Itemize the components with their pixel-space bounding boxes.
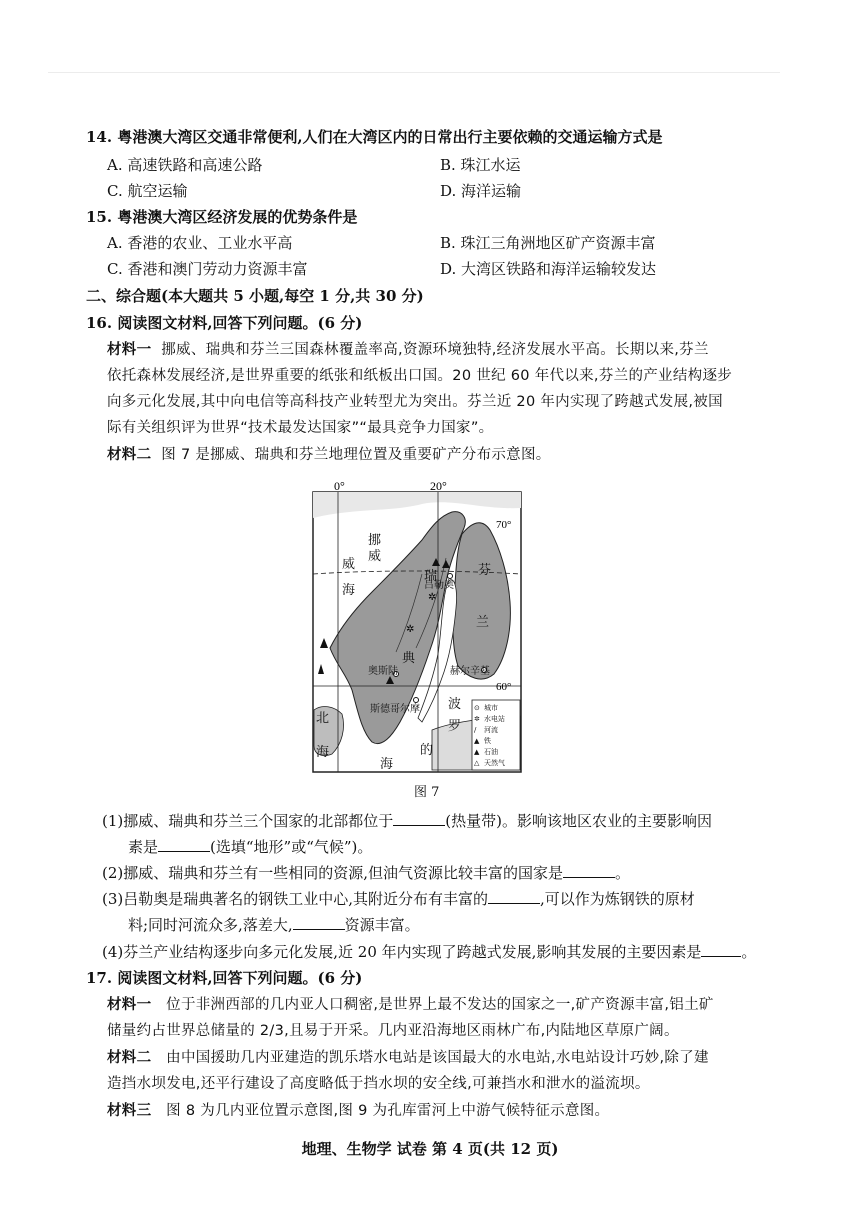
material-label: 材料一 <box>107 997 152 1013</box>
legend-city-icon: ⊙ <box>474 704 480 712</box>
label-helsinki: 赫尔辛基 <box>450 666 490 677</box>
hydro-symbol: ✲ <box>428 592 437 603</box>
label-sweden-2: 典 <box>402 651 416 666</box>
legend-city: 城市 <box>484 704 498 712</box>
q16-sub-1-line-2 <box>128 837 372 857</box>
q14-option-b: B. 珠江水运 <box>440 156 521 174</box>
q16-material-1-line-2: 依托森林发展经济,是世界重要的纸张和纸板出口国。20 世纪 60 年代以来,芬兰的产业结构逐步 <box>107 368 733 384</box>
section-heading: 二、综合题(本大题共 5 小题,每空 1 分,共 30 分) <box>86 287 424 305</box>
label-north-sea-1: 北 <box>316 711 330 726</box>
material-label: 材料一 <box>107 342 152 358</box>
q14-option-d: D. 海洋运输 <box>440 182 522 200</box>
label-norwegian-sea-2: 海 <box>342 583 356 598</box>
label-norway-1: 挪 <box>368 533 382 548</box>
q16-material-1-line-3: 向多元化发展,其中向电信等高科技产业转型尤为突出。芬兰近 20 年内实现了跨越式发展,被国 <box>107 394 723 410</box>
sub-text: (3)吕勒奥是瑞典著名的钢铁工业中心,其附近分布有丰富的 <box>102 890 489 908</box>
label-finland-1: 芬 <box>478 563 492 578</box>
legend-iron-icon: ▲ <box>474 737 480 745</box>
q17-stem: 17. 阅读图文材料,回答下列问题。(6 分) <box>86 969 363 987</box>
q15-option-c: C. 香港和澳门劳动力资源丰富 <box>107 260 308 278</box>
sub-text: 素是 <box>128 838 159 856</box>
q16-sub-1-line-1 <box>102 811 712 831</box>
label-north-sea-2: 海 <box>316 745 330 760</box>
q15-stem: 15. 粤港澳大湾区经济发展的优势条件是 <box>86 208 358 226</box>
lat-label-60: 60° <box>496 681 512 693</box>
lon-label-20: 20° <box>430 479 447 493</box>
answer-blank[interactable] <box>293 915 345 930</box>
q14-option-c: C. 航空运输 <box>107 182 188 200</box>
lat-label-70: 70° <box>496 519 512 531</box>
answer-blank[interactable] <box>393 811 445 826</box>
q17-material-1-line-1 <box>107 995 714 1015</box>
label-finland-2: 兰 <box>476 615 490 630</box>
label-norwegian-sea-1: 威 <box>342 557 356 572</box>
sub-text: (热量带)。影响该地区农业的主要影响因 <box>445 812 712 830</box>
material-text: 由中国援助几内亚建造的凯乐塔水电站是该国最大的水电站,水电站设计巧妙,除了建 <box>166 1050 709 1066</box>
q16-sub-3-line-2 <box>128 915 420 935</box>
sub-text: (1)挪威、瑞典和芬兰三个国家的北部都位于 <box>102 812 394 830</box>
q16-material-1-line-1 <box>107 340 709 360</box>
label-norway-2: 威 <box>368 549 382 564</box>
q16-stem: 16. 阅读图文材料,回答下列问题。(6 分) <box>86 314 363 332</box>
page-footer: 地理、生物学 试卷 第 4 页(共 12 页) <box>301 1140 559 1158</box>
legend-hydro: 水电站 <box>484 715 505 723</box>
label-oslo: 奥斯陆 <box>368 666 398 677</box>
answer-blank[interactable] <box>488 889 540 904</box>
label-lulea: 吕勒奥 <box>424 580 454 591</box>
material-label: 材料二 <box>107 447 152 463</box>
sub-text: ,可以作为炼钢铁的原材 <box>540 890 695 908</box>
q16-material-1-line-4: 际有关组织评为世界“技术最发达国家”“最具竞争力国家”。 <box>107 420 494 436</box>
sub-text: (4)芬兰产业结构逐步向多元化发展,近 20 年内实现了跨越式发展,影响其发展的主要因素是 <box>102 943 702 961</box>
legend-river: 河流 <box>484 726 498 734</box>
q14-stem: 14. 粤港澳大湾区交通非常便利,人们在大湾区内的日常出行主要依赖的交通运输方式是 <box>86 128 663 146</box>
material-label: 材料二 <box>107 1050 152 1066</box>
material-label: 材料三 <box>107 1103 152 1119</box>
label-stockholm: 斯德哥尔摩 <box>370 704 420 715</box>
label-sweden-1: 瑞 <box>424 569 438 584</box>
city-lulea-marker <box>448 574 453 579</box>
legend-iron: 铁 <box>484 737 491 745</box>
sub-text: 。 <box>741 943 757 961</box>
q17-material-3 <box>107 1101 609 1121</box>
city-stockholm-marker <box>414 698 419 703</box>
q16-sub-2 <box>102 863 630 883</box>
answer-blank[interactable] <box>701 942 741 957</box>
figure-7-map <box>312 478 522 774</box>
legend-oil-icon: ▲ <box>474 748 480 756</box>
legend-gas: 天然气 <box>484 759 505 767</box>
answer-blank[interactable] <box>158 837 210 852</box>
q17-material-2-line-1 <box>107 1048 709 1068</box>
sub-text: (2)挪威、瑞典和芬兰有一些相同的资源,但油气资源比较丰富的国家是 <box>102 864 564 882</box>
label-baltic-3: 的 <box>420 743 434 758</box>
sub-text: (选填“地形”或“气候”)。 <box>210 838 373 856</box>
sub-text: 。 <box>615 864 631 882</box>
label-baltic-2: 罗 <box>448 719 462 734</box>
material-text: 位于非洲西部的几内亚人口稠密,是世界上最不发达的国家之一,矿产资源丰富,铝土矿 <box>166 997 714 1013</box>
q15-option-b: B. 珠江三角洲地区矿产资源丰富 <box>440 234 656 252</box>
hydro-symbol: ✲ <box>406 624 415 635</box>
top-rule <box>48 72 780 73</box>
material-text: 图 8 为几内亚位置示意图,图 9 为孔库雷河上中游气候特征示意图。 <box>166 1103 610 1119</box>
q16-sub-3-line-1 <box>102 889 695 909</box>
q17-material-1-line-2: 储量约占世界总储量的 2/3,且易于开采。几内亚沿海地区雨林广布,内陆地区草原广阔。 <box>107 1023 679 1039</box>
sub-text: 资源丰富。 <box>344 916 420 934</box>
q16-material-2 <box>107 445 551 465</box>
answer-blank[interactable] <box>563 863 615 878</box>
legend-river-icon: / <box>474 726 477 734</box>
sub-text: 料;同时河流众多,落差大, <box>128 916 293 934</box>
legend-gas-icon: △ <box>474 759 480 767</box>
q15-option-a: A. 香港的农业、工业水平高 <box>107 234 293 252</box>
q15-option-d: D. 大湾区铁路和海洋运输较发达 <box>440 260 657 278</box>
legend-hydro-icon: ✲ <box>474 715 480 723</box>
legend-oil: 石油 <box>484 748 498 756</box>
lon-label-0: 0° <box>334 479 345 493</box>
label-baltic-4: 海 <box>380 757 394 772</box>
material-text: 挪威、瑞典和芬兰三国森林覆盖率高,资源环境独特,经济发展水平高。长期以来,芬兰 <box>161 342 709 358</box>
material-text: 图 7 是挪威、瑞典和芬兰地理位置及重要矿产分布示意图。 <box>161 447 551 463</box>
q14-option-a: A. 高速铁路和高速公路 <box>107 156 263 174</box>
label-baltic-1: 波 <box>448 697 462 712</box>
q17-material-2-line-2: 造挡水坝发电,还平行建设了高度略低于挡水坝的安全线,可兼挡水和泄水的溢流坝。 <box>107 1076 650 1092</box>
figure-7-caption: 图 7 <box>414 785 440 800</box>
q16-sub-4 <box>102 942 756 962</box>
